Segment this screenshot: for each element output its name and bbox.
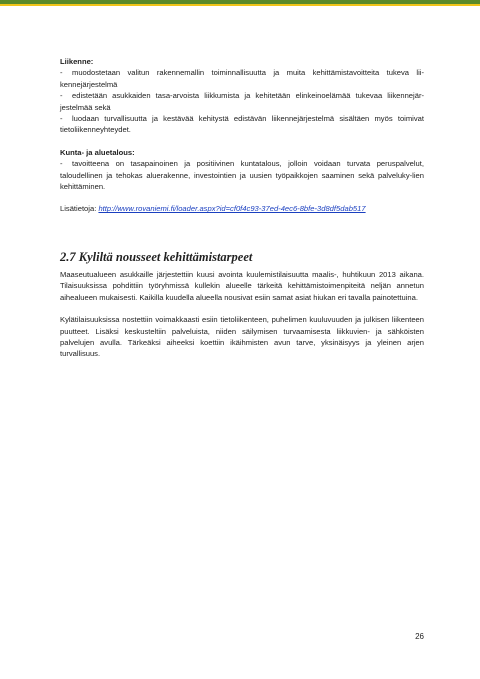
list-item-text: edistetään asukkaiden tasa-arvoista liikkumista ja kehitetään elinkeinoelämää tukevaa liikennejär-jestelmää sekä [60,91,424,112]
bullet-dash: - [60,91,63,101]
bullet-dash: - [60,68,63,78]
section-paragraph: Kylätilaisuuksissa nostettiin voimakkaasti esiin tietoliikenteen, puhelimen kuuluvuuden ja julkisen liikenteen puutteet. Lisäksi keskusteltiin palveluista, niiden säilymisen turvaamisesta liikkuvien- ja sähköisten palvelujen avulla. Tärkeäksi aiheeksi koettiin ikäihmisten avun tarve, yksinäisyys ja yleinen arjen turvallisuus. [60,315,424,359]
header-bar-yellow [0,4,480,6]
list-item-text: muodostetaan valitun rakennemallin toiminnallisuutta ja muita kehittämistavoitteita tukeva lii-kennejärjestelmä [60,68,424,89]
more-info [60,203,424,214]
liikenne-heading: Liikenne: [60,57,94,66]
bullet-dash: - [60,159,63,169]
list-item [60,158,424,192]
list-item-text: luodaan turvallisuutta ja kestävää kehitystä edistävän liikennejärjestelmä sisältäen myös toimivat tietoliikenneyhteydet. [60,114,424,135]
section-title: 2.7 Kyliltä nousseet kehittämistarpeet [60,249,253,264]
list-item [60,90,424,113]
more-info-link[interactable]: http://www.rovaniemi.fi/loader.aspx?id=cf0f4c93-37ed-4ec6-8bfe-3d8df5dab517 [98,204,366,214]
page-number: 26 [415,632,424,641]
kunta-heading: Kunta- ja aluetalous: [60,147,135,157]
list-item-text: tavoitteena on tasapainoinen ja positiivinen kuntatalous, jolloin voidaan turvata peruspalvelut, taloudellinen ja tehokas aluerakenne, investointien ja uusien työpaikkojen saaminen sekä palveluky-lien kehittäminen. [60,159,424,192]
more-info-label: Lisätietoja: [60,204,97,214]
list-item [60,113,424,136]
bullet-dash: - [60,114,63,124]
section-paragraph: Maaseutualueen asukkaille järjestettiin kuusi avointa kuulemistilaisuutta maalis-, huhtikuun 2013 aikana. Tilaisuuksissa pohdittiin työryhmissä kullekin alueelle tärkeitä kehittämistoimenpiteitä neljän annetun aihealueen mukaisesti. Kaikilla kuudella alueella nousivat esiin samat asiat hiukan eri tavalla painotettuina. [60,269,424,302]
page-content [60,56,424,360]
list-item [60,67,424,90]
